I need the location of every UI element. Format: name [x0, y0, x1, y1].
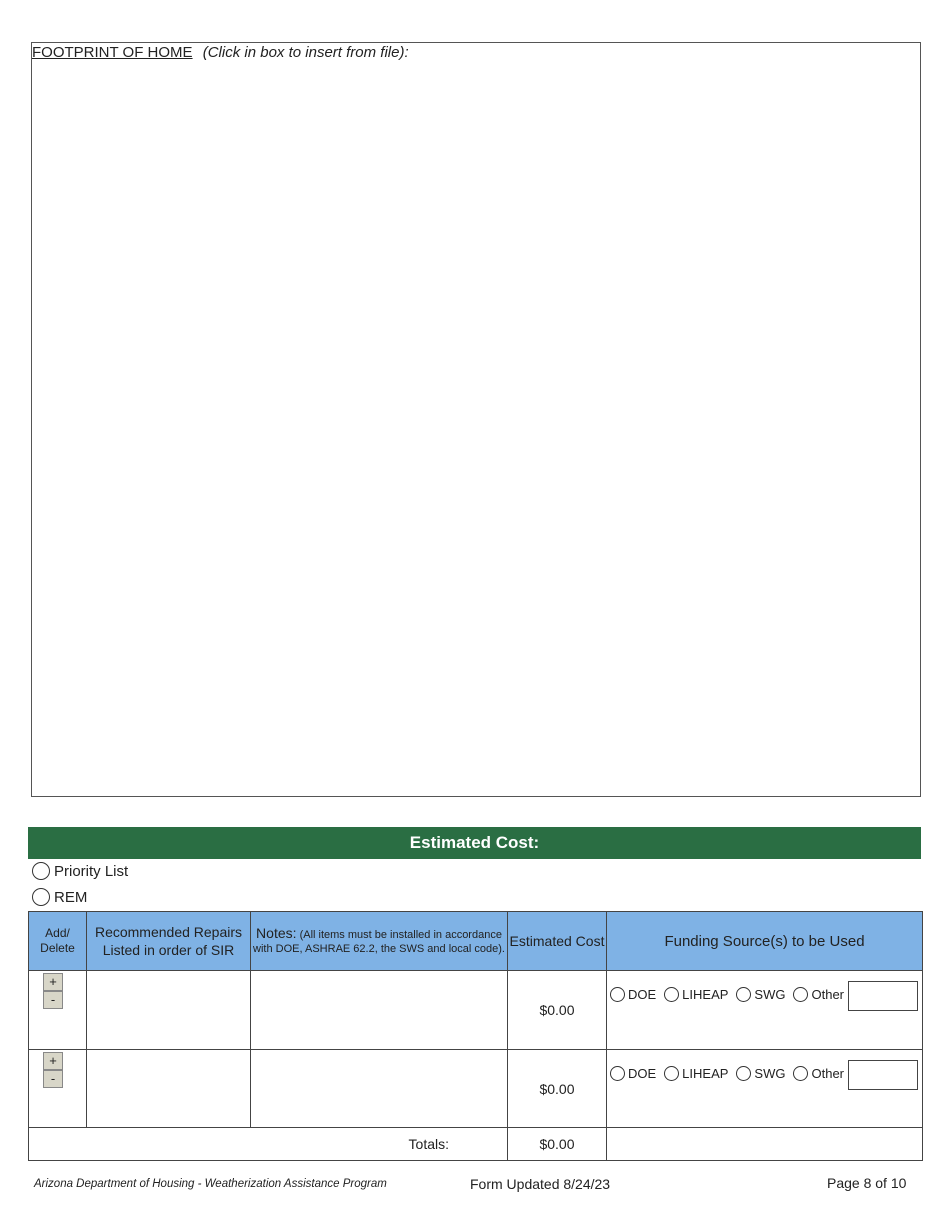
header-funding: Funding Source(s) to be Used: [607, 912, 923, 971]
totals-row: [29, 1128, 923, 1161]
footer-page: Page 8 of 10: [827, 1175, 907, 1191]
totals-value: $0.00: [508, 1128, 607, 1161]
funding-swg-label: SWG: [754, 987, 786, 1002]
add-row-button[interactable]: +: [43, 973, 63, 991]
rem-option[interactable]: [32, 888, 87, 906]
radio-button[interactable]: [32, 862, 50, 880]
other-funding-input[interactable]: [848, 981, 918, 1011]
funding-liheap-option[interactable]: [664, 1066, 728, 1081]
radio-button[interactable]: [664, 987, 679, 1002]
radio-button[interactable]: [610, 987, 625, 1002]
footer-updated: Form Updated 8/24/23: [470, 1176, 611, 1192]
header-notes: [251, 912, 508, 971]
other-funding-input[interactable]: [848, 1060, 918, 1090]
notes-input[interactable]: [251, 1050, 508, 1128]
funding-swg-label: SWG: [754, 1066, 786, 1081]
repair-input[interactable]: [87, 1050, 251, 1128]
funding-other-label: Other: [811, 1066, 844, 1081]
table-row: [29, 971, 923, 1050]
add-delete-cell: [29, 971, 87, 1050]
funding-doe-option[interactable]: [610, 1066, 656, 1081]
rem-label: REM: [54, 888, 88, 906]
footprint-hint: (Click in box to insert from file):: [202, 44, 409, 61]
add-row-button[interactable]: +: [43, 1052, 63, 1070]
footprint-title: FOOTPRINT OF HOME: [32, 44, 193, 61]
radio-button[interactable]: [610, 1066, 625, 1081]
funding-other-label: Other: [811, 987, 844, 1002]
notes-title: Notes:: [256, 925, 297, 941]
priority-list-option[interactable]: [32, 862, 128, 880]
notes-input[interactable]: [251, 971, 508, 1050]
funding-other-option[interactable]: [793, 987, 844, 1002]
radio-button[interactable]: [736, 987, 751, 1002]
radio-button[interactable]: [793, 987, 808, 1002]
delete-row-button[interactable]: -: [43, 991, 63, 1009]
totals-label: Totals:: [29, 1128, 508, 1161]
funding-liheap-label: LIHEAP: [682, 1066, 729, 1081]
priority-list-label: Priority List: [54, 862, 129, 880]
cost-value[interactable]: $0.00: [508, 971, 607, 1050]
notes-detail: (All items must be installed in accordance with DOE, ASHRAE 62.2, the SWS and local code).: [253, 929, 505, 955]
estimated-cost-banner: Estimated Cost:: [28, 827, 921, 859]
repair-input[interactable]: [87, 971, 251, 1050]
totals-funding-cell: [607, 1128, 923, 1161]
header-add-delete: Add/ Delete: [29, 912, 87, 971]
funding-cell: [607, 971, 923, 1050]
footer-org: Arizona Department of Housing - Weatherization Assistance Program: [34, 1178, 387, 1190]
funding-swg-option[interactable]: [736, 1066, 785, 1081]
funding-liheap-label: LIHEAP: [682, 987, 729, 1002]
footprint-label: [32, 44, 409, 61]
funding-swg-option[interactable]: [736, 987, 785, 1002]
funding-other-option[interactable]: [793, 1066, 844, 1081]
cost-value[interactable]: $0.00: [508, 1050, 607, 1128]
delete-row-button[interactable]: -: [43, 1070, 63, 1088]
funding-liheap-option[interactable]: [664, 987, 728, 1002]
repairs-table: [28, 911, 923, 1161]
add-delete-cell: [29, 1050, 87, 1128]
header-cost: Estimated Cost: [508, 912, 607, 971]
radio-button[interactable]: [793, 1066, 808, 1081]
radio-button[interactable]: [32, 888, 50, 906]
radio-button[interactable]: [664, 1066, 679, 1081]
footprint-box[interactable]: [31, 42, 921, 797]
funding-cell: [607, 1050, 923, 1128]
table-header-row: [29, 912, 923, 971]
header-repairs: Recommended Repairs Listed in order of SIR: [87, 912, 251, 971]
table-row: [29, 1050, 923, 1128]
radio-button[interactable]: [736, 1066, 751, 1081]
funding-doe-option[interactable]: [610, 987, 656, 1002]
funding-doe-label: DOE: [628, 1066, 657, 1081]
funding-doe-label: DOE: [628, 987, 657, 1002]
